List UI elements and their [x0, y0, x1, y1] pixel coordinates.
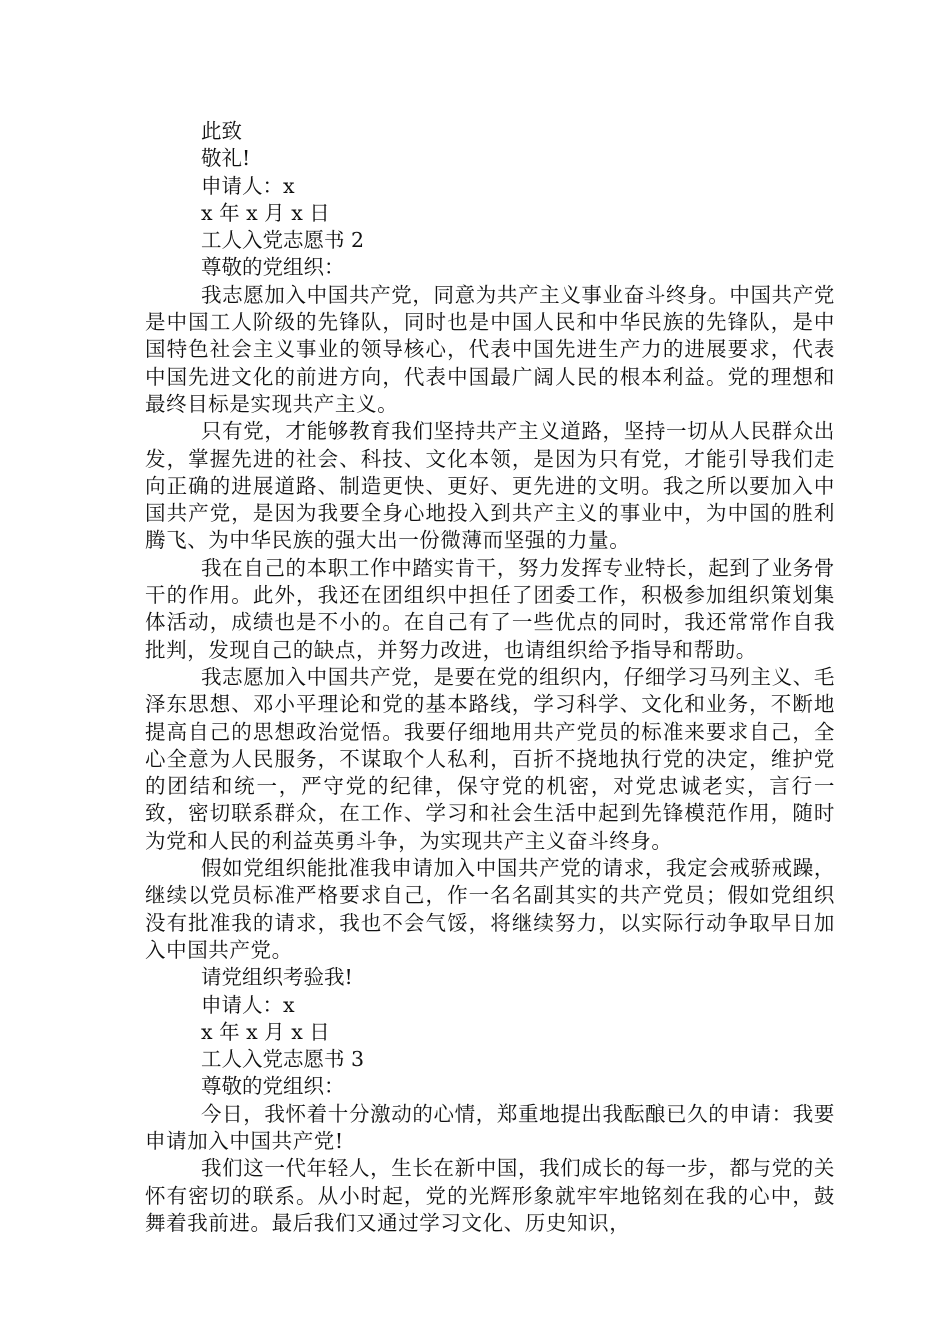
section-title: 工人入党志愿书 2 — [201, 228, 365, 253]
closing-line: 此致 — [201, 119, 242, 143]
body-paragraph: 我在自己的本职工作中踏实肯干，努力发挥专业特长，起到了业务骨干的作用。此外，我还在团组织中担任了团委工作，积极参加组织策划集体活动，成绩也是不小的。在自己有了一些优点的同时，我还常常作自我批判，发现自己的缺点，并努力改进，也请组织给予指导和帮助。 — [145, 555, 835, 662]
applicant-line: 申请人：x — [201, 992, 295, 1017]
date-line: x 年 x 月 x 日 — [201, 1019, 330, 1044]
body-paragraph: 今日，我怀着十分激动的心情，郑重地提出我酝酿已久的申请：我要申请加入中国共产党! — [145, 1101, 835, 1153]
section-title: 工人入党志愿书 3 — [201, 1047, 365, 1072]
body-paragraph: 我志愿加入中国共产党，是要在党的组织内，仔细学习马列主义、毛泽东思想、邓小平理论和党的基本路线，学习科学、文化和业务，不断地提高自己的思想政治觉悟。我要仔细地用共产党员的标准来要求自己，全心全意为人民服务，不谋取个人私利，百折不挠地执行党的决定，维护党的团结和统一，严守党的纪律，保守党的机密，对党忠诚老实，言行一致，密切联系群众，在工作、学习和社会生活中起到先锋模范作用，随时为党和人民的利益英勇斗争，为实现共产主义奋斗终身。 — [145, 664, 835, 853]
body-paragraph: 我们这一代年轻人，生长在新中国，我们成长的每一步，都与党的关怀有密切的联系。从小时起，党的光辉形象就牢牢地铭刻在我的心中，鼓舞着我前进。最后我们又通过学习文化、历史知识， — [145, 1156, 835, 1235]
applicant-line: 申请人：x — [201, 173, 295, 198]
date-line: x 年 x 月 x 日 — [201, 200, 330, 225]
closing-request-line: 请党组织考验我! — [201, 965, 353, 990]
salutation-line: 敬礼! — [201, 146, 251, 171]
body-paragraph: 我志愿加入中国共产党，同意为共产主义事业奋斗终身。中国共产党是中国工人阶级的先锋队，同时也是中国人民和中华民族的先锋队，是中国特色社会主义事业的领导核心，代表中国先进生产力的进展要求，代表中国先进文化的前进方向，代表中国最广阔人民的根本利益。党的理想和最终目标是实现共产主义。 — [145, 282, 835, 416]
greeting-line: 尊敬的党组织： — [201, 1074, 345, 1099]
document-body — [145, 118, 835, 1237]
body-paragraph: 只有党，才能够教育我们坚持共产主义道路，坚持一切从人民群众出发，掌握先进的社会、科技、文化本领，是因为只有党，才能引导我们走向正确的进展道路、制造更快、更好、更先进的文明。我之所以要加入中国共产党，是因为我要全身心地投入到共产主义的事业中，为中国的胜利腾飞、为中华民族的强大出一份微薄而坚强的力量。 — [145, 419, 835, 553]
body-paragraph: 假如党组织能批准我申请加入中国共产党的请求，我定会戒骄戒躁，继续以党员标准严格要求自己，作一名名副其实的共产党员；假如党组织没有批准我的请求，我也不会气馁，将继续努力，以实际行动争取早日加入中国共产党。 — [145, 856, 835, 962]
greeting-line: 尊敬的党组织： — [201, 255, 345, 280]
